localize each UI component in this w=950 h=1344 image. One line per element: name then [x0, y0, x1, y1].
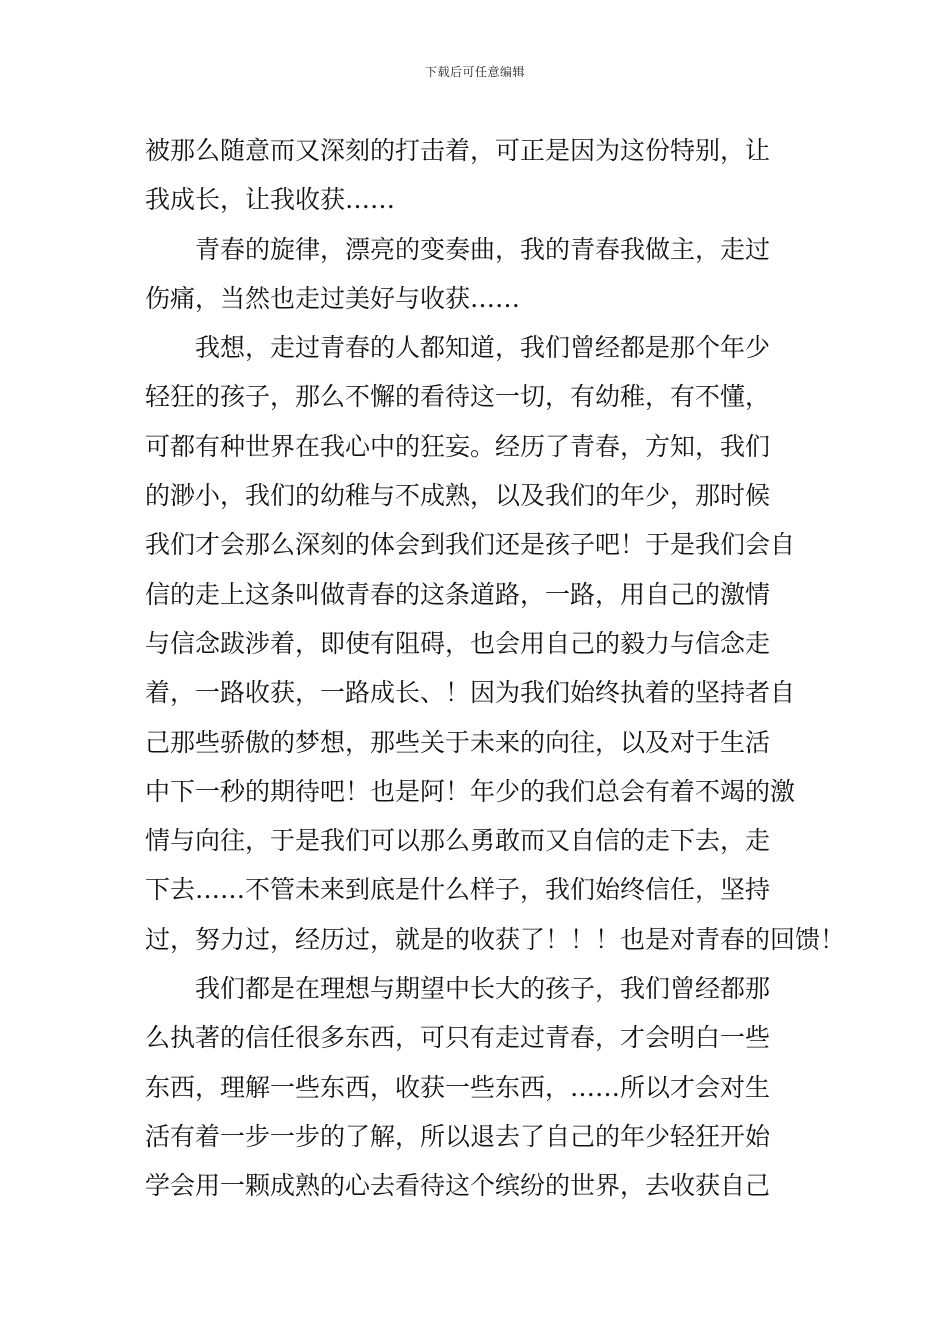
text-line-20: 东西，理解一些东西，收获一些东西，……所以才会对生	[145, 1072, 771, 1102]
text-line-8: 的渺小，我们的幼稚与不成熟，以及我们的年少，那时候	[145, 481, 771, 511]
text-line-14: 中下一秒的期待吧！也是阿！年少的我们总会有着不竭的激	[145, 776, 796, 806]
text-line-1: 被那么随意而又深刻的打击着，可正是因为这份特别，让	[145, 136, 771, 165]
text-line-5: 我想，走过青春的人都知道，我们曾经都是那个年少	[195, 333, 771, 363]
text-line-22: 学会用一颗成熟的心去看待这个缤纷的世界，去收获自己	[145, 1171, 771, 1201]
text-line-6: 轻狂的孩子，那么不懈的看待这一切，有幼稚，有不懂，	[145, 382, 771, 412]
text-line-13: 己那些骄傲的梦想，那些关于未来的向往，以及对于生活	[145, 727, 771, 757]
text-line-19: 么执著的信任很多东西，可只有走过青春，才会明白一些	[145, 1023, 771, 1053]
document-body	[145, 126, 846, 1211]
text-line-17: 过，努力过，经历过，就是的收获了！！！也是对青春的回馈！	[145, 924, 846, 954]
text-line-9: 我们才会那么深刻的体会到我们还是孩子吧！于是我们会自	[145, 530, 796, 560]
text-line-21: 活有着一步一步的了解，所以退去了自己的年少轻狂开始	[145, 1121, 771, 1151]
text-line-2: 我成长，让我收获……	[145, 185, 396, 215]
text-line-11: 与信念跋涉着，即使有阻碍，也会用自己的毅力与信念走	[145, 628, 771, 658]
page-header-note: 下载后可任意编辑	[424, 65, 525, 79]
text-line-12: 着，一路收获，一路成长、！因为我们始终执着的坚持者自	[145, 678, 796, 708]
text-line-3: 青春的旋律，漂亮的变奏曲，我的青春我做主，走过	[195, 234, 771, 264]
text-line-16: 下去……不管未来到底是什么样子，我们始终信任，坚持	[145, 875, 771, 905]
text-line-18: 我们都是在理想与期望中长大的孩子，我们曾经都那	[195, 974, 771, 1004]
text-line-15: 情与向往，于是我们可以那么勇敢而又自信的走下去，走	[145, 826, 771, 856]
text-line-4: 伤痛，当然也走过美好与收获……	[145, 283, 521, 313]
text-line-10: 信的走上这条叫做青春的这条道路，一路，用自己的激情	[145, 579, 771, 609]
text-line-7: 可都有种世界在我心中的狂妄。经历了青春，方知，我们	[145, 431, 771, 461]
